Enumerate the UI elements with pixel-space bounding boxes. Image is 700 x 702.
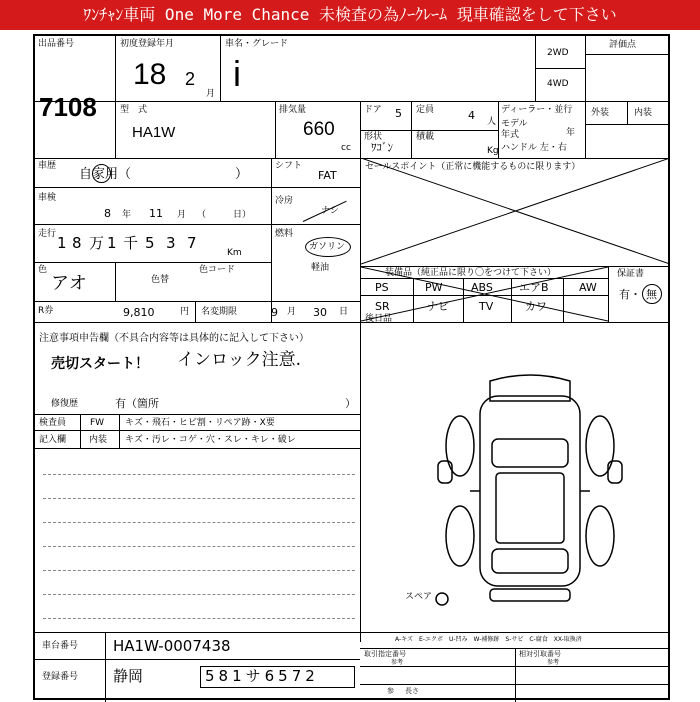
auction-sheet: [33, 34, 670, 700]
lot-number-label: 出品番号: [38, 39, 75, 49]
yen-unit: 円: [180, 307, 190, 317]
mileage-digit: 8: [72, 234, 82, 252]
interior-check-text: キズ・汚レ・コゲ・穴・スレ・キレ・破レ: [125, 435, 296, 445]
first-registration-label: 初度登録年月: [120, 39, 175, 49]
inspector-label-1: 検査員: [39, 418, 67, 428]
lot-number: 7108: [39, 92, 97, 122]
history-label: 車歴: [38, 161, 57, 171]
km-unit: Km: [227, 248, 242, 258]
spare-label: スペア: [405, 592, 433, 602]
mileage-digit: 7: [187, 234, 197, 252]
repair-history-value: 有（箇所: [115, 397, 159, 410]
registration-month: 2: [185, 69, 196, 89]
repair-history-close: ）: [345, 397, 356, 410]
repaint-label: 色替: [151, 275, 170, 285]
model-label: 型 式: [120, 105, 148, 115]
car-name-label: 車名・グレード: [225, 39, 289, 49]
plate-label: 登録番号: [42, 672, 79, 682]
mileage-digit: 1: [107, 234, 117, 252]
chassis-label: 車台番号: [42, 641, 79, 651]
fuel-label: 燃料: [275, 229, 294, 239]
equipment-crossout: [361, 267, 608, 322]
equipment-ps: PS: [375, 281, 389, 294]
notes-handwritten: インロック注意.: [177, 350, 302, 370]
warranty-label: 保証書: [617, 269, 645, 279]
equipment-tv: TV: [479, 300, 494, 313]
cooler-strike: [303, 201, 347, 222]
warning-banner: ﾜﾝﾁｬﾝ車両 One More Chance 未検査の為ﾉｰｸﾚｰﾑ 現車確認をして下さい: [0, 0, 700, 30]
recycle-label: R券: [38, 306, 54, 316]
year-label: 年式: [501, 130, 520, 140]
footer-ref-c: 参: [387, 687, 394, 695]
equipment-abs: ABS: [471, 281, 493, 294]
equipment-pw: PW: [425, 281, 443, 294]
inspection-year: 8: [104, 207, 111, 220]
warranty-none: 無: [646, 288, 657, 301]
car-diagram: [430, 361, 630, 606]
mileage-digit: 3: [166, 234, 176, 252]
fuel-gasoline: ガソリン: [309, 242, 346, 252]
notes-label: 注意事項申告欄（不具合内容等は具体的に記入して下さい）: [39, 333, 309, 344]
damage-legend: A-キズ E-エクボ U-凹み W-補修跡 S-サビ C-腐食 XX-取換済: [395, 636, 582, 643]
kg-unit: Kg: [487, 146, 499, 156]
displacement-label: 排気量: [279, 105, 307, 115]
name-change-day: 30: [313, 306, 327, 319]
dealer-label: ディーラー・並行: [501, 105, 573, 115]
footer-length-label: 長さ: [405, 687, 419, 695]
score-label: 評価点: [609, 40, 637, 50]
equipment-aw: AW: [579, 281, 597, 294]
drive-2wd: 2WD: [547, 48, 569, 58]
equipment-sr: SR: [375, 300, 390, 313]
interior-check-label: 内装: [89, 435, 108, 445]
mileage-digit: 千: [123, 234, 139, 252]
retrofit-label: 後日品: [365, 314, 393, 324]
month-unit: 月: [206, 89, 216, 99]
warranty-none-circle: [642, 284, 662, 304]
fw-text: キズ・飛石・ヒビ割・リペア跡・X要: [125, 418, 275, 428]
car-name: i: [233, 53, 241, 94]
model-year-label: モデル: [501, 119, 528, 129]
color-value: アオ: [51, 273, 87, 294]
cooler-value: ナシ: [321, 206, 339, 216]
equipment-label: 装備品（純正品に限り〇をつけて下さい）: [385, 268, 557, 278]
mileage-digit: 万: [89, 234, 105, 252]
mileage-digit: 5: [145, 234, 155, 252]
pickup-number-label: 相対引取番号: [519, 650, 561, 658]
sales-point-crossout: [361, 158, 670, 266]
inspection-label: 車検: [38, 193, 57, 203]
inspection-month-unit: 月: [177, 210, 187, 220]
inspector-label-2: 記入欄: [39, 435, 67, 445]
capacity-unit: 人: [487, 117, 497, 127]
fuel-diesel: 軽油: [311, 263, 330, 273]
handle-label: ハンドル 左・右: [501, 143, 567, 153]
plate-region: 静岡: [113, 667, 144, 685]
plate-number: 581サ6572: [205, 667, 319, 685]
shape-label: 形状: [364, 132, 383, 142]
private-use-circle: [92, 164, 111, 183]
day-unit: 日: [339, 307, 349, 317]
equipment-navi: ナビ: [427, 300, 449, 313]
capacity: 4: [468, 109, 475, 122]
exterior-label: 外装: [591, 108, 610, 118]
registration-year: 18: [133, 58, 167, 91]
model-code: HA1W: [132, 124, 176, 141]
name-change-label: 名変期限: [201, 307, 238, 317]
repair-history-label: 修復歴: [51, 399, 79, 409]
load-label: 積載: [416, 132, 435, 142]
mileage-digit: 1: [57, 234, 67, 252]
shape: ﾜｺﾞﾝ: [371, 141, 393, 154]
year-unit: 年: [566, 128, 576, 138]
warranty-value: 有・: [619, 288, 641, 301]
mileage-label: 走行: [38, 229, 57, 239]
cc-unit: cc: [341, 143, 351, 153]
recycle-amount: 9,810: [123, 306, 155, 319]
equipment-airbag: エアB: [519, 281, 549, 294]
cooler-label: 冷房: [275, 196, 294, 206]
transaction-number-label: 取引指定番号: [364, 650, 406, 658]
notes-sell-start: 売切スタート！: [51, 356, 149, 372]
color-code-label: 色コード: [199, 265, 236, 275]
drive-4wd: 4WD: [547, 79, 569, 89]
shift-label: シフト: [275, 161, 303, 171]
color-label: 色: [38, 265, 48, 275]
chassis-number: HA1W-0007438: [113, 637, 231, 655]
name-change-month: 9: [271, 306, 278, 319]
doors: 5: [395, 107, 402, 120]
month-unit-2: 月: [287, 307, 297, 317]
sales-point-label: セールスポイント（正常に機能するものに限ります）: [365, 162, 581, 172]
inspection-year-unit: 年: [122, 210, 132, 220]
doors-label: ドア: [364, 105, 382, 115]
transaction-ref: 参考: [391, 659, 404, 666]
fuel-gasoline-circle: [305, 237, 351, 257]
displacement: 660: [303, 119, 335, 140]
pickup-ref: 参考: [547, 659, 560, 666]
history-value: 自家用（ ）: [79, 167, 249, 182]
capacity-label: 定員: [416, 105, 435, 115]
equipment-leather: カワ: [525, 300, 547, 313]
shift-value: FAT: [318, 169, 337, 182]
inspection-day: （ 日）: [197, 210, 252, 220]
fw-label: FW: [90, 418, 105, 428]
interior-label: 内装: [634, 108, 653, 118]
inspection-month: 11: [149, 207, 163, 220]
